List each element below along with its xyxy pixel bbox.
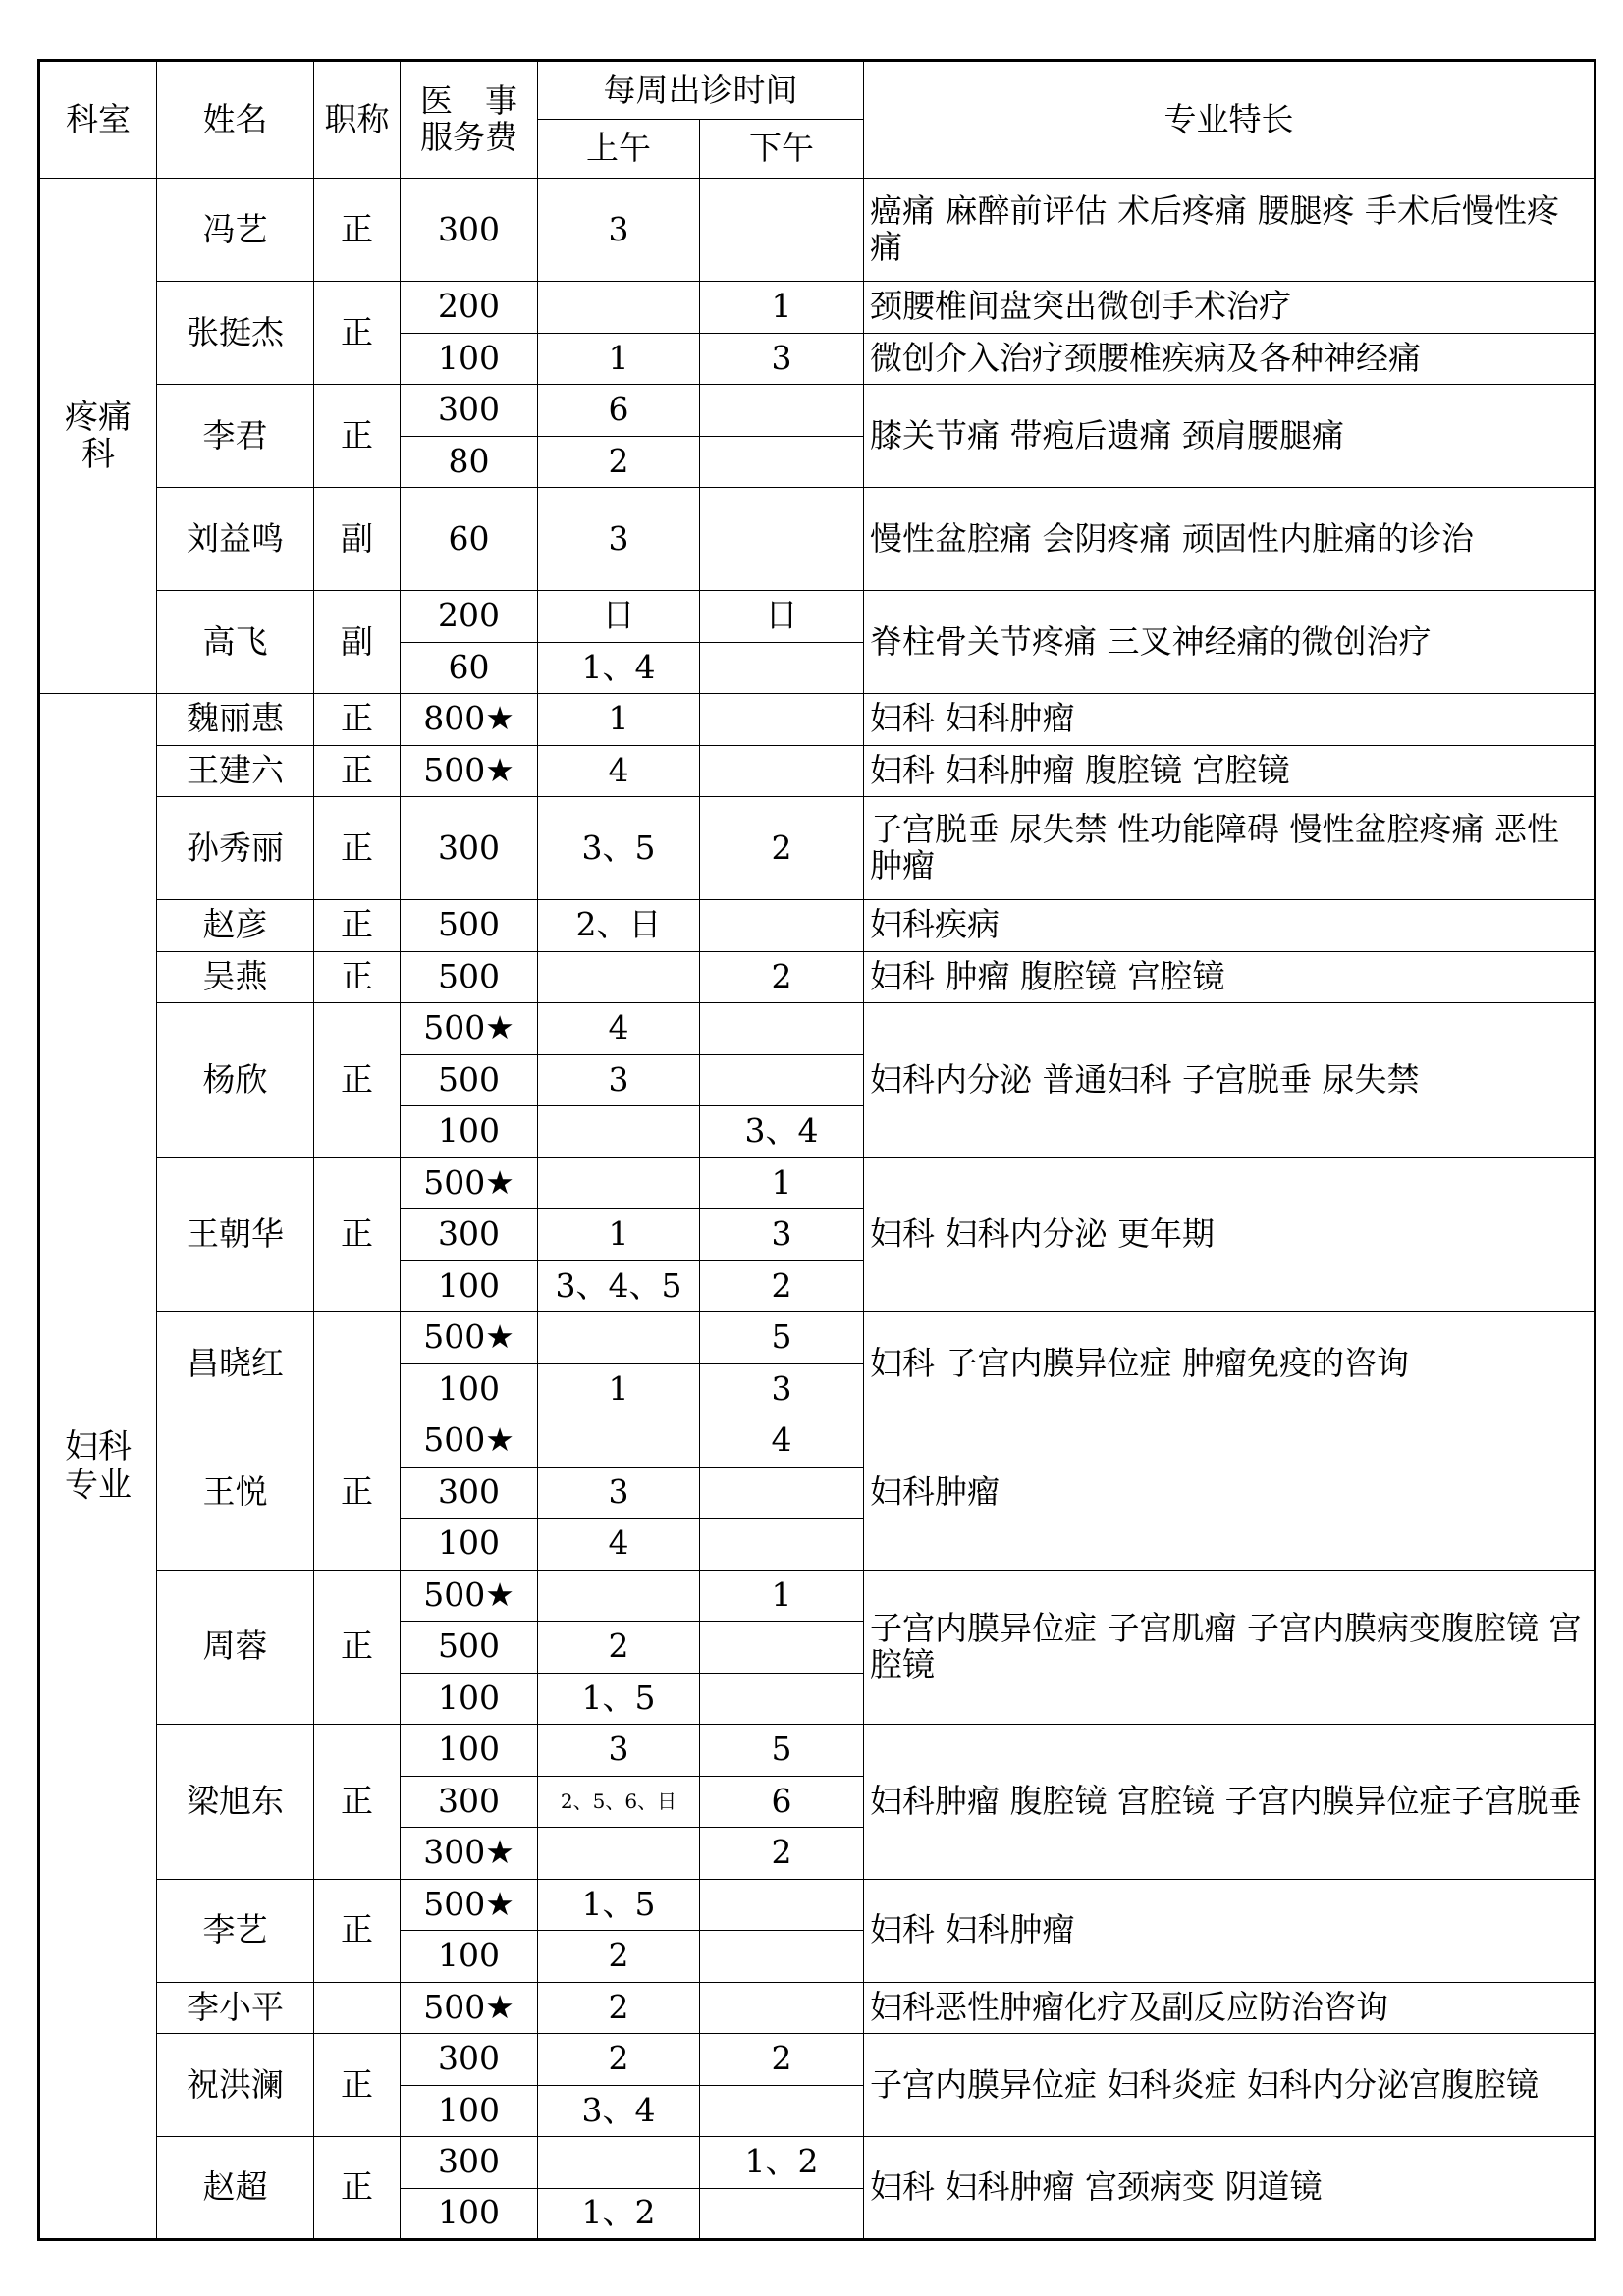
pm-cell — [700, 1467, 864, 1519]
pm-cell: 3 — [700, 1209, 864, 1261]
am-cell: 2 — [538, 436, 700, 488]
am-cell: 3 — [538, 179, 700, 282]
fee-cell: 300 — [401, 2137, 538, 2189]
doctor-name: 昌晓红 — [157, 1312, 314, 1415]
doctor-name: 赵彦 — [157, 900, 314, 952]
doctor-title: 正 — [314, 1415, 401, 1571]
specialty-cell: 颈腰椎间盘突出微创手术治疗 — [864, 282, 1596, 334]
doctor-name: 孙秀丽 — [157, 797, 314, 900]
fee-cell: 800★ — [401, 694, 538, 746]
pm-cell — [700, 179, 864, 282]
pm-cell — [700, 2188, 864, 2240]
pm-cell — [700, 1982, 864, 2034]
am-cell: 4 — [538, 745, 700, 797]
am-cell — [538, 282, 700, 334]
table-row — [39, 488, 1596, 591]
doctor-name: 冯艺 — [157, 179, 314, 282]
doctor-title: 正 — [314, 900, 401, 952]
am-cell: 1 — [538, 1363, 700, 1415]
pm-cell — [700, 1519, 864, 1571]
doctor-name: 周蓉 — [157, 1570, 314, 1725]
am-cell — [538, 1106, 700, 1158]
am-cell: 1 — [538, 694, 700, 746]
specialty-cell: 妇科 妇科肿瘤 腹腔镜 宫腔镜 — [864, 745, 1596, 797]
doctor-name: 李艺 — [157, 1879, 314, 1982]
specialty-cell: 子宫脱垂 尿失禁 性功能障碍 慢性盆腔疼痛 恶性肿瘤 — [864, 797, 1596, 900]
am-cell: 2、5、6、日 — [538, 1776, 700, 1828]
doctor-title: 正 — [314, 1003, 401, 1158]
am-cell — [538, 951, 700, 1003]
header-pm: 下午 — [700, 120, 864, 179]
am-cell: 4 — [538, 1003, 700, 1055]
table-row — [39, 951, 1596, 1003]
specialty-cell: 慢性盆腔痛 会阴疼痛 顽固性内脏痛的诊治 — [864, 488, 1596, 591]
pm-cell: 3、4 — [700, 1106, 864, 1158]
header-am: 上午 — [538, 120, 700, 179]
specialty-cell: 子宫内膜异位症 子宫肌瘤 子宫内膜病变腹腔镜 宫腔镜 — [864, 1570, 1596, 1725]
doctor-name: 高飞 — [157, 591, 314, 694]
am-cell: 1、2 — [538, 2188, 700, 2240]
doctor-title — [314, 1312, 401, 1415]
fee-cell: 200 — [401, 282, 538, 334]
am-cell: 3 — [538, 1725, 700, 1777]
pm-cell — [700, 1622, 864, 1674]
pm-cell — [700, 900, 864, 952]
specialty-cell: 子宫内膜异位症 妇科炎症 妇科内分泌宫腹腔镜 — [864, 2034, 1596, 2137]
header-fee-line2: 服务费 — [420, 118, 517, 156]
pm-cell — [700, 436, 864, 488]
pm-cell — [700, 1879, 864, 1931]
pm-cell: 1 — [700, 1157, 864, 1209]
specialty-cell: 妇科 妇科肿瘤 宫颈病变 阴道镜 — [864, 2137, 1596, 2240]
table-row — [39, 1879, 1596, 1931]
am-cell — [538, 1312, 700, 1364]
table-row — [39, 1157, 1596, 1209]
doctor-name: 张挺杰 — [157, 282, 314, 385]
doctor-name: 王悦 — [157, 1415, 314, 1571]
fee-cell: 100 — [401, 1106, 538, 1158]
pm-cell — [700, 1673, 864, 1725]
fee-cell: 100 — [401, 1363, 538, 1415]
doctor-name: 赵超 — [157, 2137, 314, 2240]
department-name: 疼痛 科 — [65, 397, 132, 474]
doctor-title: 正 — [314, 2137, 401, 2240]
fee-cell: 500 — [401, 900, 538, 952]
table-row — [39, 1725, 1596, 1777]
header-fee — [401, 61, 538, 179]
pm-cell: 5 — [700, 1312, 864, 1364]
fee-cell: 100 — [401, 1260, 538, 1312]
doctor-name: 祝洪澜 — [157, 2034, 314, 2137]
pm-cell — [700, 745, 864, 797]
am-cell: 日 — [538, 591, 700, 643]
pm-cell: 3 — [700, 333, 864, 385]
fee-cell: 300 — [401, 797, 538, 900]
am-cell: 6 — [538, 385, 700, 437]
fee-cell: 500 — [401, 1622, 538, 1674]
am-cell — [538, 1828, 700, 1880]
specialty-cell: 微创介入治疗颈腰椎疾病及各种神经痛 — [864, 333, 1596, 385]
fee-cell: 300 — [401, 385, 538, 437]
pm-cell: 6 — [700, 1776, 864, 1828]
doctor-title: 正 — [314, 282, 401, 385]
table-row — [39, 900, 1596, 952]
doctor-title: 正 — [314, 694, 401, 746]
table-row — [39, 282, 1596, 334]
table-row — [39, 2137, 1596, 2189]
pm-cell — [700, 488, 864, 591]
fee-cell: 100 — [401, 333, 538, 385]
doctor-title: 正 — [314, 1157, 401, 1312]
header-title: 职称 — [314, 61, 401, 179]
am-cell: 1、4 — [538, 642, 700, 694]
am-cell: 3 — [538, 1467, 700, 1519]
fee-cell: 300 — [401, 1209, 538, 1261]
am-cell: 2 — [538, 1931, 700, 1983]
am-cell: 1、5 — [538, 1879, 700, 1931]
pm-cell — [700, 694, 864, 746]
table-row — [39, 797, 1596, 900]
header-dept: 科室 — [39, 61, 157, 179]
table-row — [39, 179, 1596, 282]
fee-cell: 500★ — [401, 1312, 538, 1364]
specialty-cell: 妇科 子宫内膜异位症 肿瘤免疫的咨询 — [864, 1312, 1596, 1415]
am-cell — [538, 1570, 700, 1622]
department-cell — [39, 694, 157, 2240]
am-cell: 2 — [538, 1622, 700, 1674]
specialty-cell: 妇科 妇科内分泌 更年期 — [864, 1157, 1596, 1312]
fee-cell: 300★ — [401, 1828, 538, 1880]
doctor-name: 王朝华 — [157, 1157, 314, 1312]
am-cell: 3、4、5 — [538, 1260, 700, 1312]
fee-cell: 100 — [401, 1931, 538, 1983]
department-cell — [39, 179, 157, 694]
pm-cell: 1 — [700, 282, 864, 334]
specialty-cell: 妇科肿瘤 — [864, 1415, 1596, 1571]
fee-cell: 100 — [401, 2085, 538, 2137]
doctor-name: 吴燕 — [157, 951, 314, 1003]
am-cell: 2、日 — [538, 900, 700, 952]
table-row — [39, 1003, 1596, 1055]
pm-cell — [700, 1931, 864, 1983]
doctor-title: 正 — [314, 1879, 401, 1982]
am-cell: 3 — [538, 488, 700, 591]
fee-cell: 100 — [401, 1519, 538, 1571]
fee-cell: 60 — [401, 488, 538, 591]
doctor-title: 副 — [314, 591, 401, 694]
am-cell: 1 — [538, 1209, 700, 1261]
fee-cell: 500★ — [401, 1570, 538, 1622]
pm-cell — [700, 385, 864, 437]
table-row — [39, 385, 1596, 437]
pm-cell: 5 — [700, 1725, 864, 1777]
pm-cell: 1 — [700, 1570, 864, 1622]
am-cell: 3、4 — [538, 2085, 700, 2137]
doctor-title: 正 — [314, 745, 401, 797]
fee-cell: 500★ — [401, 1415, 538, 1468]
doctor-name: 梁旭东 — [157, 1725, 314, 1880]
am-cell: 1 — [538, 333, 700, 385]
fee-cell: 500★ — [401, 1003, 538, 1055]
pm-cell — [700, 642, 864, 694]
header-name: 姓名 — [157, 61, 314, 179]
header-fee-line1: 医 事 — [420, 81, 517, 121]
specialty-cell: 妇科疾病 — [864, 900, 1596, 952]
table-row — [39, 694, 1596, 746]
fee-cell: 100 — [401, 1725, 538, 1777]
doctor-name: 王建六 — [157, 745, 314, 797]
fee-cell: 60 — [401, 642, 538, 694]
fee-cell: 200 — [401, 591, 538, 643]
specialty-cell: 脊柱骨关节疼痛 三叉神经痛的微创治疗 — [864, 591, 1596, 694]
am-cell — [538, 2137, 700, 2189]
doctor-name: 李小平 — [157, 1982, 314, 2034]
doctor-title: 正 — [314, 1570, 401, 1725]
fee-cell: 300 — [401, 179, 538, 282]
specialty-cell: 妇科 妇科肿瘤 — [864, 1879, 1596, 1982]
fee-cell: 500★ — [401, 1879, 538, 1931]
fee-cell: 100 — [401, 2188, 538, 2240]
doctor-name: 杨欣 — [157, 1003, 314, 1158]
table-row — [39, 591, 1596, 643]
fee-cell: 300 — [401, 1776, 538, 1828]
pm-cell: 3 — [700, 1363, 864, 1415]
pm-cell — [700, 1003, 864, 1055]
fee-cell: 300 — [401, 1467, 538, 1519]
fee-cell: 100 — [401, 1673, 538, 1725]
table-row — [39, 745, 1596, 797]
am-cell: 4 — [538, 1519, 700, 1571]
table-row — [39, 1570, 1596, 1622]
fee-cell: 500 — [401, 1054, 538, 1106]
pm-cell — [700, 1054, 864, 1106]
fee-cell: 300 — [401, 2034, 538, 2086]
specialty-cell: 妇科 妇科肿瘤 — [864, 694, 1596, 746]
pm-cell: 2 — [700, 2034, 864, 2086]
specialty-cell: 妇科恶性肿瘤化疗及副反应防治咨询 — [864, 1982, 1596, 2034]
specialty-cell: 妇科内分泌 普通妇科 子宫脱垂 尿失禁 — [864, 1003, 1596, 1158]
doctor-title: 正 — [314, 797, 401, 900]
header-weekly: 每周出诊时间 — [538, 61, 864, 120]
clinic-schedule-table — [37, 59, 1596, 2241]
doctor-title: 正 — [314, 951, 401, 1003]
doctor-title: 正 — [314, 385, 401, 488]
specialty-cell: 癌痛 麻醉前评估 术后疼痛 腰腿疼 手术后慢性疼痛 — [864, 179, 1596, 282]
pm-cell: 2 — [700, 1260, 864, 1312]
fee-cell: 500 — [401, 951, 538, 1003]
pm-cell: 2 — [700, 1828, 864, 1880]
doctor-name: 魏丽惠 — [157, 694, 314, 746]
header-specialty: 专业特长 — [864, 61, 1596, 179]
doctor-name: 李君 — [157, 385, 314, 488]
department-name: 妇科 专业 — [65, 1427, 132, 1505]
fee-cell: 500★ — [401, 1157, 538, 1209]
pm-cell: 日 — [700, 591, 864, 643]
am-cell: 2 — [538, 1982, 700, 2034]
doctor-name: 刘益鸣 — [157, 488, 314, 591]
table-row — [39, 1415, 1596, 1468]
specialty-cell: 妇科肿瘤 腹腔镜 宫腔镜 子宫内膜异位症子宫脱垂 — [864, 1725, 1596, 1880]
table-row — [39, 1982, 1596, 2034]
table-row — [39, 1312, 1596, 1364]
pm-cell: 1、2 — [700, 2137, 864, 2189]
am-cell: 1、5 — [538, 1673, 700, 1725]
doctor-title — [314, 1982, 401, 2034]
doctor-title: 正 — [314, 179, 401, 282]
table-row — [39, 2034, 1596, 2086]
doctor-title: 正 — [314, 1725, 401, 1880]
pm-cell: 4 — [700, 1415, 864, 1468]
fee-cell: 500★ — [401, 745, 538, 797]
am-cell: 3、5 — [538, 797, 700, 900]
am-cell — [538, 1415, 700, 1468]
doctor-title: 正 — [314, 2034, 401, 2137]
am-cell: 2 — [538, 2034, 700, 2086]
pm-cell: 2 — [700, 951, 864, 1003]
pm-cell — [700, 2085, 864, 2137]
fee-cell: 80 — [401, 436, 538, 488]
am-cell — [538, 1157, 700, 1209]
fee-cell: 500★ — [401, 1982, 538, 2034]
specialty-cell: 膝关节痛 带疱后遗痛 颈肩腰腿痛 — [864, 385, 1596, 488]
pm-cell: 2 — [700, 797, 864, 900]
am-cell: 3 — [538, 1054, 700, 1106]
doctor-title: 副 — [314, 488, 401, 591]
specialty-cell: 妇科 肿瘤 腹腔镜 宫腔镜 — [864, 951, 1596, 1003]
